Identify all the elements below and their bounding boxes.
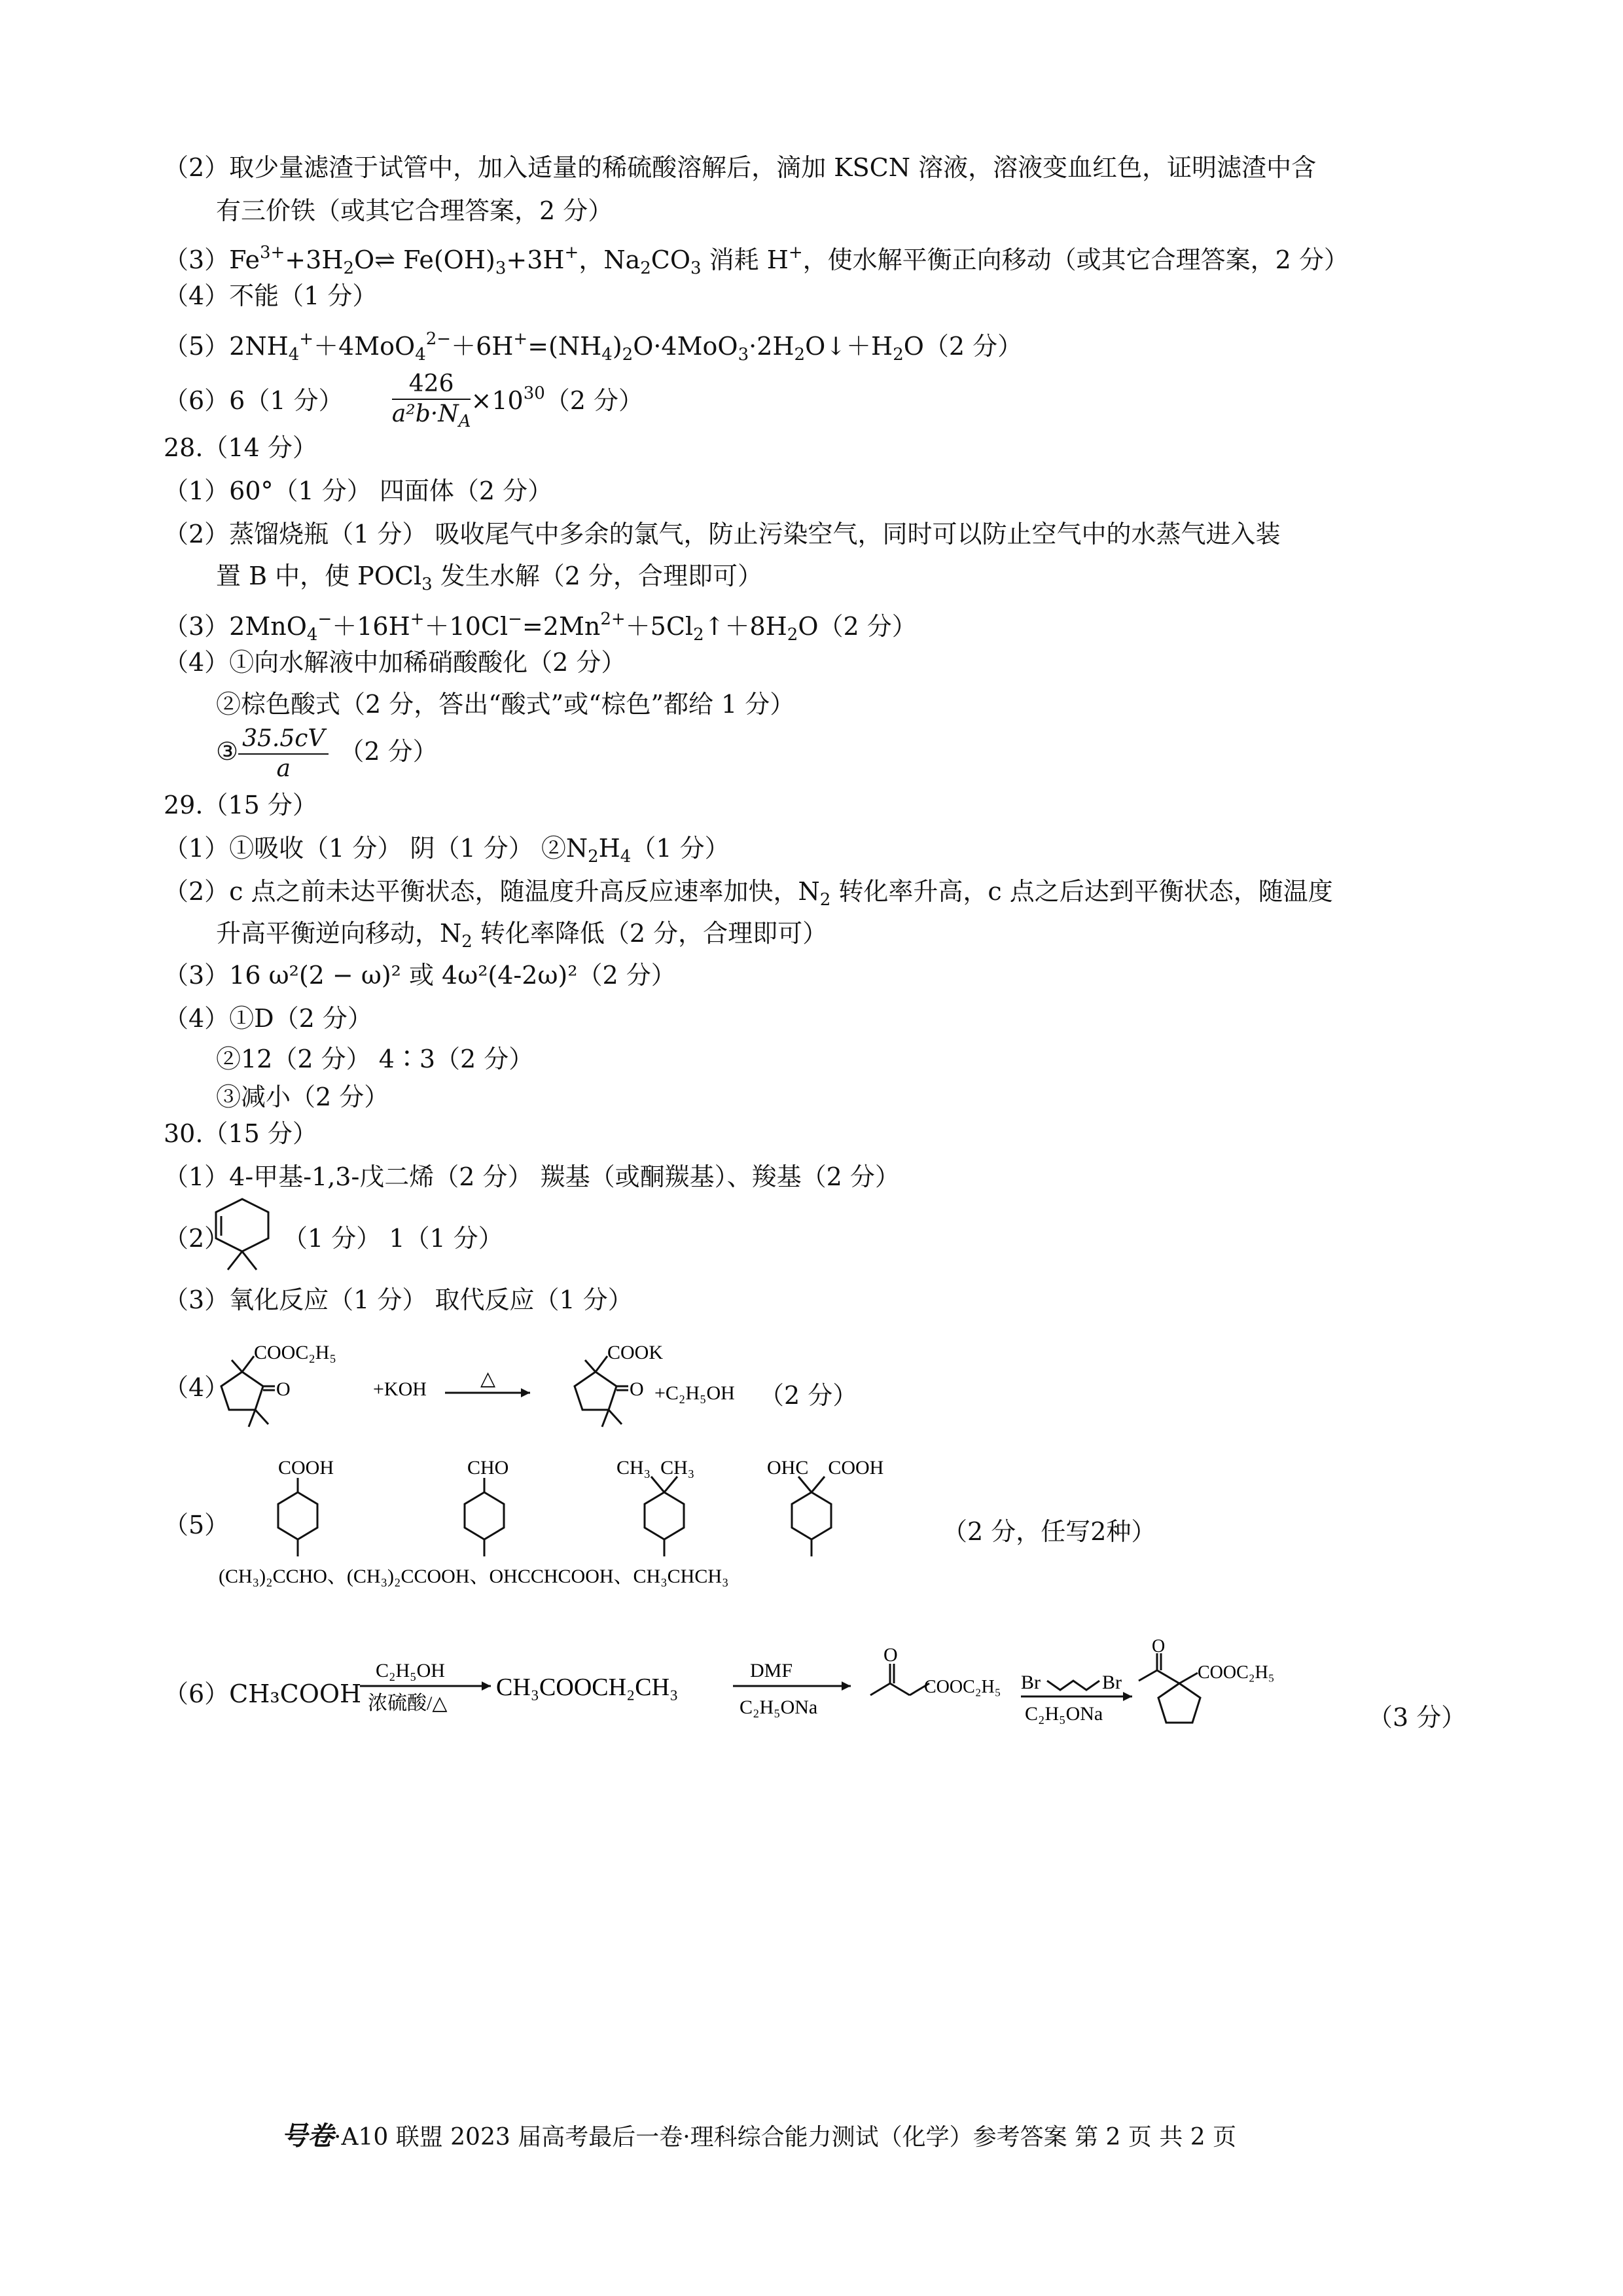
q27-answer-4: （4）不能（1 分） — [164, 281, 378, 310]
brand-logo: 号卷 — [281, 2121, 334, 2151]
synthesis-route — [353, 1636, 1453, 1748]
ester-hydrolysis-reaction — [216, 1339, 831, 1437]
q29-answer-4-2: ②12（2 分） 4∶3（2 分） — [216, 1045, 534, 1073]
product-carbonyl-o: O — [630, 1378, 644, 1400]
isomer-2-top-group: CHO — [467, 1457, 509, 1479]
svg-text:O: O — [1152, 1636, 1166, 1657]
step3-base: C₂H₅ONa — [1025, 1703, 1103, 1725]
heat-condition: △ — [480, 1368, 496, 1390]
step3-dibromide-right: Br — [1102, 1672, 1122, 1693]
q30-answer-4-score: （2 分） — [759, 1381, 858, 1410]
dimethylcyclohexene-structure — [216, 1191, 288, 1283]
ethanol-product: +C₂H₅OH — [654, 1382, 735, 1404]
q28-answer-4-1: （4）①向水解液中加稀硝酸酸化（2 分） — [164, 648, 626, 677]
isomer-1-top-group: COOH — [278, 1457, 334, 1479]
koh-reagent: +KOH — [373, 1378, 427, 1400]
q30-answer-1: （1）4-甲基-1,3-戊二烯（2 分） 羰基（或酮羰基）、羧基（2 分） — [164, 1162, 900, 1191]
q29-answer-1: （1）①吸收（1 分） 阴（1 分） $②N_2H_4(1$ 分） — [164, 834, 730, 867]
q28-answer-4-2: ②棕色酸式（2 分，答出“酸式”或“棕色”都给 1 分） — [216, 690, 795, 719]
q28-answer-2-line1: （2）蒸馏烧瓶（1 分） 吸收尾气中多余的氯气，防止污染空气，同时可以防止空气中的水蒸气进入装 — [164, 520, 1281, 548]
q28-answer-1: （1）60°（1 分） 四面体（2 分） — [164, 476, 553, 505]
product-carboxylate-group: COOK — [607, 1342, 664, 1363]
step2-solvent: DMF — [750, 1660, 793, 1681]
q30-answer-4-label: （4） — [164, 1373, 230, 1402]
step3-dibromide-left: Br — [1021, 1672, 1041, 1693]
density-fraction: $\frac{426}{a^2b\cdot N_A}$ — [391, 370, 471, 431]
q29-answer-2-line2: 升高平衡逆向移动，$N_2$ 转化率降低（2 分，合理即可） — [216, 919, 828, 952]
q27-answer-2-line1: （2）取少量滤渣于试管中，加入适量的稀硫酸溶解后，滴加 KSCN 溶液，溶液变血红色，证明滤渣中含 — [164, 153, 1317, 182]
q29-answer-4-1: （4）①D（2 分） — [164, 1004, 372, 1033]
q29-answer-4-3: ③减小（2 分） — [216, 1083, 389, 1111]
q30-heading: 30.（15 分） — [164, 1119, 317, 1148]
reaction-arrow-head — [521, 1388, 530, 1397]
ethyl-acetate: CH₃COOCH₂CH₃ — [496, 1674, 679, 1701]
q27-answer-5: $(5)2NH_4^++4MoO_4^{2-}+6H^+=(NH_4)_2O\cdot 4MoO_3\cdot 2H_2O↓+H_2O(2$ 分） — [164, 329, 1023, 365]
q30-answer-5-label: （5） — [164, 1511, 230, 1539]
q27-answer-3: $(3)Fe^{3+}+3H_2O\rightleftharpoons$ $Fe(OH)_3+3H^+$，$Na_2CO_3$ 消耗 H+，使水解平衡正向移动（或其它合理答案，2 分） — [164, 243, 1349, 278]
q29-answer-3: （3）16 ω²(2 − ω)² 或 4ω²(4-2ω)²（2 分） — [164, 961, 676, 990]
step2-base: C₂H₅ONa — [740, 1696, 818, 1718]
equilibrium-arrow-icon: ⇌ — [374, 245, 395, 274]
q28-answer-4-3: ③ $\frac{35.5cV}{a}$ （2 分） — [216, 725, 438, 782]
step1-condition: 浓硫酸/△ — [368, 1693, 448, 1714]
q30-answer-2-label: （2） — [164, 1224, 230, 1253]
q28-heading: 28.（14 分） — [164, 433, 317, 462]
q30-answer-3: （3）氧化反应（1 分） 取代反应（1 分） — [164, 1285, 633, 1314]
isomer-3-top-group: CH₃ CH₃ — [616, 1457, 695, 1479]
isomer-1 — [278, 1478, 317, 1556]
svg-text:O: O — [883, 1644, 898, 1666]
q27-answer-2-line2: 有三价铁（或其它合理答案，2 分） — [216, 196, 613, 225]
isomer-4-top-group: OHC COOH — [767, 1457, 884, 1479]
svg-text:COOC₂H₅: COOC₂H₅ — [924, 1677, 1001, 1697]
isomer-structures — [216, 1454, 936, 1592]
reactant-ester-group: COOC₂H₅ — [254, 1342, 336, 1363]
q30-answer-5-score: （2 分，任写2种） — [942, 1517, 1156, 1546]
isomer-2 — [465, 1478, 504, 1556]
isomer-bottom-groups: (CH₃)₂CCHO、(CH₃)₂CCOOH、OHCCHCOOH、CH₃CHCH₃ — [219, 1566, 729, 1587]
q29-heading: 29.（15 分） — [164, 791, 317, 819]
q30-answer-6-start: （6）CH₃COOH — [164, 1679, 362, 1708]
q30-answer-6-score: （3 分） — [1368, 1703, 1467, 1732]
q27-answer-6: （6）6（1 分） $\frac{426}{a^2b\cdot N_A}$ $\times 10^{30}(2$ 分） — [164, 364, 643, 436]
step1-reagent: C₂H₅OH — [376, 1660, 445, 1681]
isomer-3 — [645, 1477, 684, 1556]
q29-answer-2-line1: （2）c 点之前未达平衡状态，随温度升高反应速率加快，$N_2$ 转化率升高，c 点之后达到平衡状态，随温度 — [164, 877, 1333, 910]
q28-answer-3: $(3)2MnO_4^-+16H^++10Cl^-=2Mn^{2+}+5Cl_2↑+8H_2O(2$ 分） — [164, 609, 917, 645]
acetoacetic-ester-structure — [870, 1644, 1001, 1697]
chloride-fraction: $\frac{35.5cV}{a}$ — [238, 725, 329, 783]
svg-text:COOC₂H₅: COOC₂H₅ — [1198, 1662, 1275, 1683]
q28-answer-2-line2: 置 B 中，使 POCl$_3$ 发生水解（2 分，合理即可） — [216, 562, 763, 594]
cyclopentane-ketoester-structure — [1139, 1636, 1275, 1723]
page-footer — [281, 2115, 1236, 2153]
footer-text: ·A10 联盟 2023 届高考最后一卷·理科综合能力测试（化学）参考答案 第 2 页 共 2 页 — [334, 2124, 1237, 2151]
isomer-4 — [792, 1477, 831, 1556]
reactant-carbonyl-o: O — [276, 1378, 291, 1400]
q30-answer-2-text: （1 分） 1（1 分） — [283, 1224, 503, 1253]
